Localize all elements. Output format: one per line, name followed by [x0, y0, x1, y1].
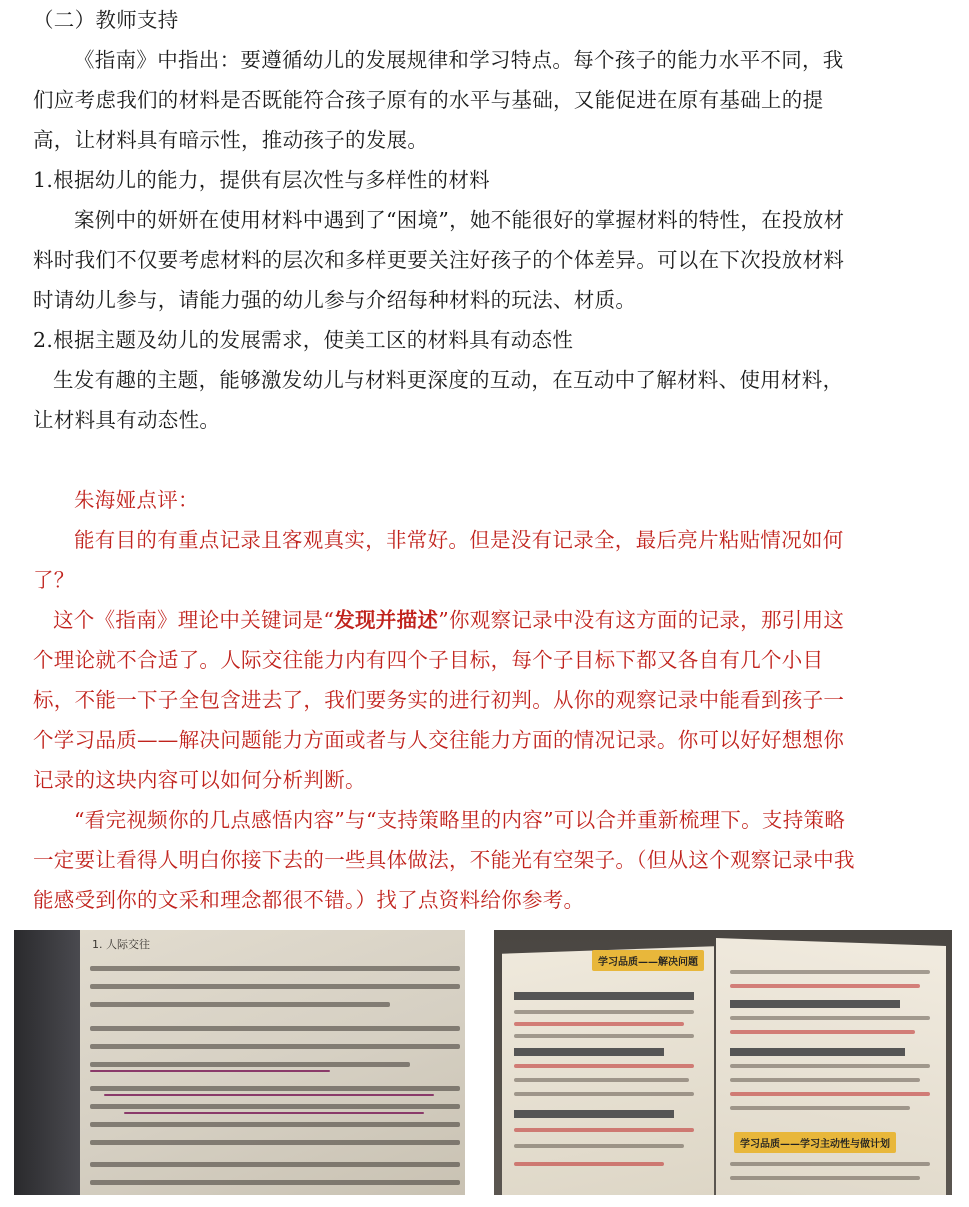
text-line — [514, 1078, 689, 1082]
text-line — [90, 1062, 410, 1067]
text-line — [90, 1044, 460, 1049]
text-line — [90, 1140, 460, 1145]
text-line — [90, 966, 460, 971]
photo-left-caption: 1. 人际交往 — [92, 938, 150, 951]
red-text-line — [730, 984, 920, 988]
heading-bar — [730, 1000, 900, 1008]
heading-bar — [514, 992, 694, 1000]
text-line — [730, 1016, 930, 1020]
review-text-post: ”你观察记录中没有这方面的记录，那引用这个理论就不合适了。人际交往能力内有四个子目标，每个子目标下都又各自有几个小目标，不能一下子全包含进去了，我们要务实的进行初判。从你的观察记录中能看到孩子一个学习品质——解决问题能力方面或者与人交往能力方面的情况记录。你可以好好想想你记录的这块内容可以如何分析判断。 — [33, 608, 845, 792]
text-line — [514, 1092, 694, 1096]
text-line — [90, 1122, 460, 1127]
review-paragraph-1: 能有目的有重点记录且客观真实，非常好。但是没有记录全，最后亮片粘贴情况如何了？ — [33, 528, 844, 592]
text-line — [730, 1106, 910, 1110]
subheading-materials-levels: 1.根据幼儿的能力，提供有层次性与多样性的材料 — [33, 168, 490, 192]
red-text-line — [514, 1162, 664, 1166]
text-line — [514, 1034, 694, 1038]
photo-right-tag-2: 学习品质——学习主动性与做计划 — [734, 1132, 896, 1153]
red-text-line — [514, 1022, 684, 1026]
heading-bar — [730, 1048, 905, 1056]
review-paragraph-3: “看完视频你的几点感悟内容”与“支持策略里的内容”可以合并重新梳理下。支持策略一定要让看得人明白你接下去的一些具体做法，不能光有空架子。（但从这个观察记录中我能感受到你的文采和理念都很不错。）找了点资料给你参考。 — [33, 808, 855, 912]
text-line — [730, 1078, 920, 1082]
pen-underline — [90, 1070, 330, 1072]
paragraph-guideline: 《指南》中指出：要遵循幼儿的发展规律和学习特点。每个孩子的能力水平不同，我们应考虑我们的材料是否既能符合孩子原有的水平与基础，又能促进在原有基础上的提高，让材料具有暗示性，推动孩子的发展。 — [33, 48, 844, 152]
red-text-line — [514, 1064, 694, 1068]
subheading-dynamic-materials: 2.根据主题及幼儿的发展需求，使美工区的材料具有动态性 — [33, 328, 574, 352]
open-book-left-page — [502, 946, 714, 1195]
review-paragraph-2 — [33, 600, 863, 800]
text-line — [90, 1086, 460, 1091]
text-line — [730, 970, 930, 974]
text-line — [514, 1010, 694, 1014]
pen-underline — [104, 1094, 434, 1096]
red-text-line — [514, 1128, 694, 1132]
photo-shadow-edge — [14, 930, 80, 1195]
review-label: 朱海娅点评： — [74, 488, 199, 512]
red-text-line — [730, 1092, 930, 1096]
book-page-photo-left — [14, 930, 465, 1195]
text-line — [90, 1026, 460, 1031]
section-heading: （二）教师支持 — [33, 8, 179, 32]
photo-right-tag-1: 学习品质——解决问题 — [592, 950, 704, 971]
paragraph-case: 案例中的妍妍在使用材料中遇到了“困境”，她不能很好的掌握材料的特性，在投放材料时我们不仅要考虑材料的层次和多样更要关注好孩子的个体差异。可以在下次投放材料时请幼儿参与，请能力强的幼儿参与介绍每种材料的玩法、材质。 — [33, 208, 845, 312]
review-text-pre: 这个《指南》理论中关键词是“ — [53, 608, 335, 632]
heading-bar — [514, 1110, 674, 1118]
paragraph-theme: 生发有趣的主题，能够激发幼儿与材料更深度的互动，在互动中了解材料、使用材料，让材料具有动态性。 — [33, 368, 844, 432]
heading-bar — [514, 1048, 664, 1056]
text-line — [730, 1162, 930, 1166]
red-text-line — [730, 1030, 915, 1034]
text-line — [90, 1180, 460, 1185]
text-line — [730, 1064, 930, 1068]
book-page-photo-right — [494, 930, 952, 1195]
reference-photos — [0, 930, 969, 1207]
text-line — [514, 1144, 684, 1148]
pen-underline — [124, 1112, 424, 1114]
text-line — [90, 984, 460, 989]
text-line — [90, 1002, 390, 1007]
text-line — [730, 1176, 920, 1180]
text-line — [90, 1104, 460, 1109]
review-keyword: 发现并描述 — [334, 608, 439, 632]
text-line — [90, 1162, 460, 1167]
